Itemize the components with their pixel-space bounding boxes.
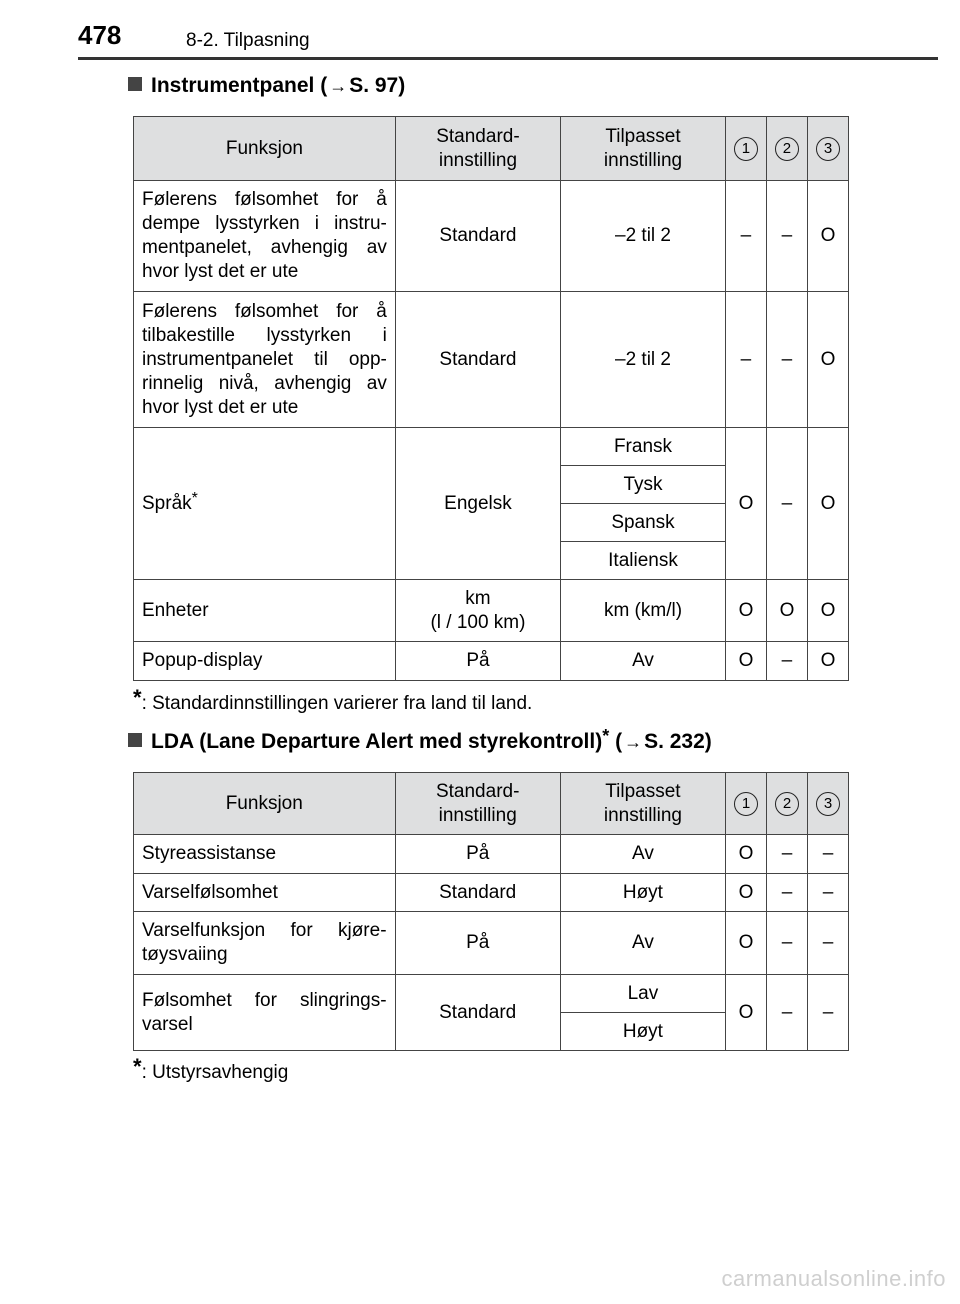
- col2-cell: –: [766, 874, 807, 912]
- custom-cell: Høyt: [560, 874, 725, 912]
- header-col-3: [807, 117, 848, 181]
- default-cell: På: [395, 642, 560, 681]
- table-row: [134, 975, 849, 1013]
- table-header-row: [134, 117, 849, 181]
- header-col-1: [725, 117, 766, 181]
- function-cell: [134, 428, 396, 580]
- custom-cell: –2 til 2: [561, 181, 726, 292]
- circled-1: 1: [734, 792, 758, 816]
- circled-2: 2: [775, 137, 799, 161]
- col3-cell: O: [807, 292, 848, 428]
- section-title: Instrumentpanel (: [151, 74, 328, 97]
- header-tilpasset: Tilpasset innstilling: [560, 773, 725, 835]
- table-row: [134, 292, 849, 428]
- default-cell: km (l / 100 km): [395, 580, 560, 642]
- table-row: [134, 181, 849, 292]
- asterisk-mark: *: [602, 726, 610, 746]
- header-rule: [78, 57, 938, 60]
- default-cell: Engelsk: [395, 428, 560, 580]
- header-funksjon: Funksjon: [134, 117, 396, 181]
- section-title: LDA (Lane Departure Alert med styrekontroll): [151, 730, 603, 753]
- page-reference: S. 97): [349, 74, 406, 97]
- function-text: Språk: [142, 492, 192, 514]
- header-col-2: [766, 117, 807, 181]
- col3-cell: O: [807, 580, 848, 642]
- default-cell: Standard: [395, 181, 560, 292]
- col3-cell: –: [807, 912, 848, 975]
- function-cell: Popup-display: [134, 642, 396, 681]
- header-col-1: [725, 773, 766, 835]
- col1-cell: O: [725, 835, 766, 874]
- section-heading-lda: [128, 726, 712, 754]
- col1-cell: O: [725, 975, 766, 1051]
- col1-cell: –: [725, 181, 766, 292]
- page-number: 478: [78, 20, 122, 50]
- header-col-3: [807, 773, 848, 835]
- custom-option-cell: Tysk: [561, 466, 726, 504]
- col2-cell: –: [766, 975, 807, 1051]
- custom-option-cell: Lav: [560, 975, 725, 1013]
- header-funksjon: Funksjon: [134, 773, 396, 835]
- arrow-right-icon: →: [624, 732, 643, 752]
- col1-cell: O: [725, 428, 766, 580]
- table-row: [134, 428, 849, 466]
- footnote-2: [133, 1054, 289, 1084]
- page-reference: S. 232): [644, 730, 712, 753]
- asterisk-mark: *: [191, 489, 198, 507]
- table-header-row: [134, 773, 849, 835]
- lda-table: [133, 772, 849, 1051]
- header-standard: Standard- innstilling: [395, 773, 560, 835]
- col3-cell: –: [807, 835, 848, 874]
- col3-cell: O: [807, 642, 848, 681]
- table-row: [134, 912, 849, 975]
- custom-option-cell: Italiensk: [561, 542, 726, 580]
- circled-3: 3: [816, 792, 840, 816]
- col1-cell: O: [725, 874, 766, 912]
- default-cell: På: [395, 912, 560, 975]
- col3-cell: O: [807, 428, 848, 580]
- default-cell: På: [395, 835, 560, 874]
- page-header: [78, 20, 938, 58]
- circled-1: 1: [734, 137, 758, 161]
- header-standard: Standard- innstilling: [395, 117, 560, 181]
- function-cell: Enheter: [134, 580, 396, 642]
- function-cell: Varselfunksjon for kjøre-tøysvaiing: [134, 912, 396, 975]
- col3-cell: –: [807, 874, 848, 912]
- custom-option-cell: Spansk: [561, 504, 726, 542]
- custom-cell: km (km/l): [561, 580, 726, 642]
- function-cell: Styreassistanse: [134, 835, 396, 874]
- header-col-2: [766, 773, 807, 835]
- default-cell: Standard: [395, 975, 560, 1051]
- function-cell: Følerens følsomhet for å dempe lysstyrken i instru-mentpanelet, avhengig av hvor lyst det er ute: [134, 181, 396, 292]
- col2-cell: –: [766, 835, 807, 874]
- col2-cell: –: [766, 428, 807, 580]
- footnote-text: : Standardinnstillingen varierer fra land til land.: [141, 693, 533, 714]
- square-bullet-icon: [128, 733, 142, 747]
- chapter-title: 8-2. Tilpasning: [186, 30, 310, 51]
- instrumentpanel-table: [133, 116, 849, 681]
- table-row: [134, 642, 849, 681]
- table-row: [134, 874, 849, 912]
- square-bullet-icon: [128, 77, 142, 91]
- function-cell: Følsomhet for slingrings-varsel: [134, 975, 396, 1051]
- section-heading-instrumentpanel: [128, 74, 405, 98]
- asterisk-mark: *: [133, 1054, 142, 1079]
- table-row: [134, 580, 849, 642]
- col2-cell: –: [766, 292, 807, 428]
- footnote-text: : Utstyrsavhengig: [141, 1062, 289, 1083]
- function-cell: Varselfølsomhet: [134, 874, 396, 912]
- header-tilpasset: Tilpasset innstilling: [561, 117, 726, 181]
- custom-cell: Av: [560, 835, 725, 874]
- custom-option-cell: Høyt: [560, 1013, 725, 1051]
- arrow-right-icon: →: [329, 76, 348, 96]
- default-cell: Standard: [395, 874, 560, 912]
- paren-open: (: [615, 730, 623, 753]
- circled-3: 3: [816, 137, 840, 161]
- custom-option-cell: Fransk: [561, 428, 726, 466]
- watermark: carmanualsonline.info: [721, 1266, 946, 1291]
- function-cell: Følerens følsomhet for å tilbakestille lysstyrken i instrumentpanelet til opp-rinnelig nivå, avhengig av hvor lyst det er ute: [134, 292, 396, 428]
- asterisk-mark: *: [133, 685, 142, 710]
- col1-cell: O: [725, 580, 766, 642]
- custom-cell: Av: [561, 642, 726, 681]
- col1-cell: O: [725, 642, 766, 681]
- col2-cell: –: [766, 181, 807, 292]
- col3-cell: O: [807, 181, 848, 292]
- col2-cell: –: [766, 642, 807, 681]
- col1-cell: –: [725, 292, 766, 428]
- default-cell: Standard: [395, 292, 560, 428]
- table-row: [134, 835, 849, 874]
- footnote-1: [133, 685, 533, 715]
- custom-cell: Av: [560, 912, 725, 975]
- col2-cell: –: [766, 912, 807, 975]
- custom-cell: –2 til 2: [561, 292, 726, 428]
- circled-2: 2: [775, 792, 799, 816]
- col3-cell: –: [807, 975, 848, 1051]
- col2-cell: O: [766, 580, 807, 642]
- col1-cell: O: [725, 912, 766, 975]
